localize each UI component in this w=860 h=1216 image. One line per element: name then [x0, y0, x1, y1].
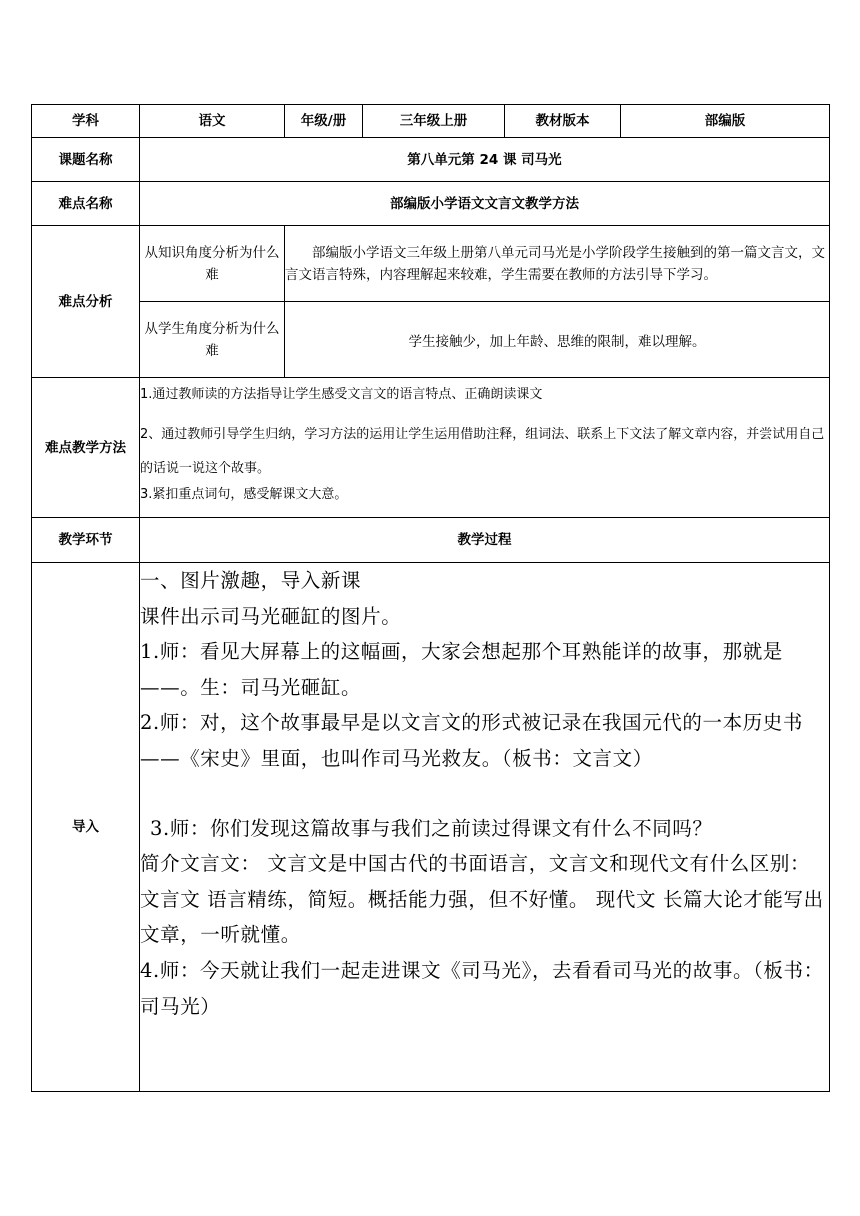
edition-value: 部编版: [621, 105, 830, 138]
stage-header: 教学环节: [32, 518, 140, 563]
intro-line-4: 3.师：你们发现这篇故事与我们之前读过得课文有什么不同吗？: [150, 816, 713, 840]
intro-heading: 一、图片激趣，导入新课: [140, 569, 362, 592]
intro-process-content: [140, 563, 830, 1092]
knowledge-text: 部编版小学语文三年级上册第八单元司马光是小学阶段学生接触到的第一篇文言文，文言文语言特殊，内容理解起来较难，学生需要在教师的方法引导下学习。: [285, 244, 825, 283]
spacer: [140, 777, 829, 811]
process-header-row: [32, 518, 830, 563]
method-label: 难点教学方法: [32, 378, 140, 518]
analysis-label: 难点分析: [32, 226, 140, 378]
knowledge-angle-text: [285, 226, 830, 302]
method-item-2: 2、通过教师引导学生归纳，学习方法的运用让学生运用借助注释，组词法、联系上下文法了解文章内容，并尝试用自己的话说一说这个故事。: [140, 427, 825, 476]
student-angle-text: 学生接触少，加上年龄、思维的限制，难以理解。: [285, 302, 830, 378]
intro-line-1: 课件出示司马光砸缸的图片。: [140, 604, 402, 628]
method-content: [140, 378, 830, 518]
difficulty-row: [32, 182, 830, 226]
grade-label: 年级/册: [285, 105, 363, 138]
intro-line-3: 2.师：对，这个故事最早是以文言文的形式被记录在我国元代的一本历史书——《宋史》里面，也叫作司马光救友。（板书：文言文）: [140, 711, 804, 770]
difficulty-value: 部编版小学语文文言文教学方法: [140, 182, 830, 226]
subject-value: 语文: [140, 105, 285, 138]
intro-stage-label: 导入: [32, 563, 140, 1092]
lesson-plan-table: [31, 104, 830, 1092]
grade-value: 三年级上册: [363, 105, 505, 138]
method-row: [32, 378, 830, 518]
topic-label: 课题名称: [32, 138, 140, 182]
intro-line-2: 1.师：看见大屏幕上的这幅画，大家会想起那个耳熟能详的故事，那就是——。生：司马光砸缸。: [140, 640, 783, 699]
header-row: [32, 105, 830, 138]
edition-label: 教材版本: [505, 105, 621, 138]
topic-row: [32, 138, 830, 182]
knowledge-angle-label: 从知识角度分析为什么难: [140, 226, 285, 302]
intro-line-6: 4.师：今天就让我们一起走进课文《司马光》，去看看司马光的故事。（板书：司马光）: [140, 958, 824, 1018]
intro-line-5: 简介文言文： 文言文是中国古代的书面语言，文言文和现代文有什么区别： 文言文 语言精练，简短。概括能力强，但不好懂。 现代文 长篇大论才能写出文章，一听就懂。: [140, 852, 824, 947]
intro-row: [32, 563, 830, 1092]
topic-value: 第八单元第 24 课 司马光: [140, 138, 830, 182]
process-header: 教学过程: [140, 518, 830, 563]
method-item-3: 3.紧扣重点词句，感受解课文大意。: [140, 487, 348, 502]
analysis-row-knowledge: [32, 226, 830, 302]
method-item-1: 1.通过教师读的方法指导让学生感受文言文的语言特点、正确朗读课文: [140, 387, 543, 402]
analysis-row-student: [32, 302, 830, 378]
difficulty-label: 难点名称: [32, 182, 140, 226]
student-angle-label: 从学生角度分析为什么难: [140, 302, 285, 378]
subject-label: 学科: [32, 105, 140, 138]
